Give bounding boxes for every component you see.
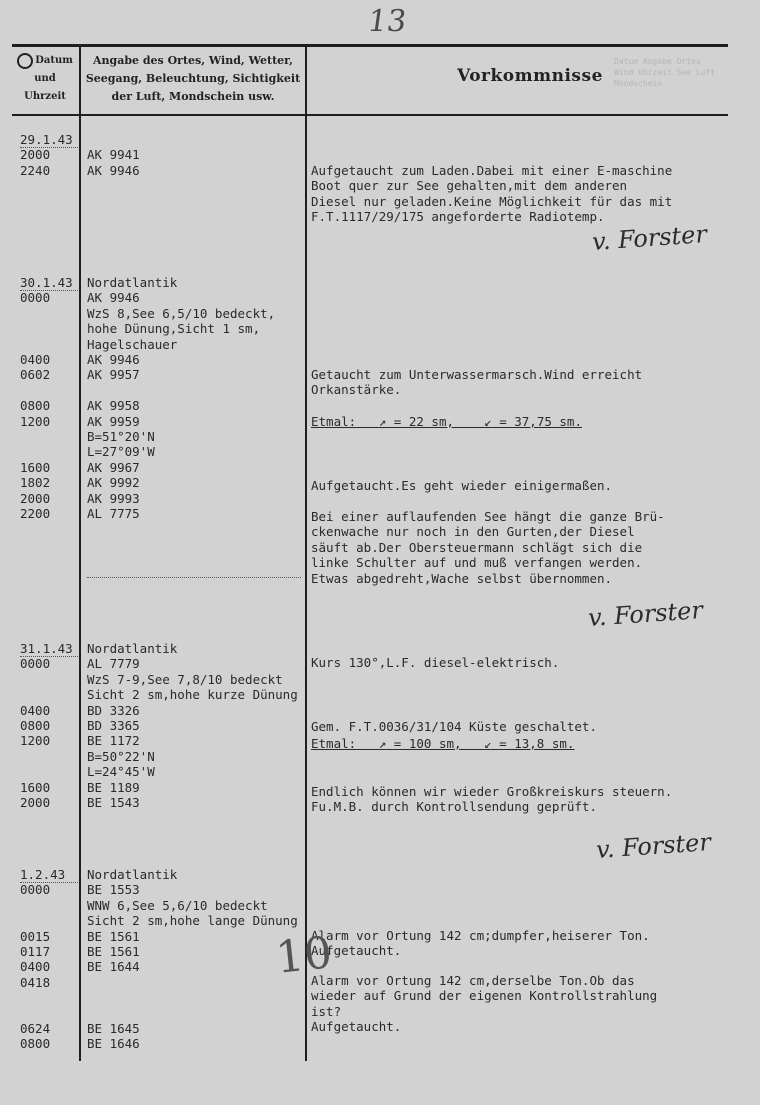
pencil-mark: 10 bbox=[273, 927, 335, 984]
arrow-up-icon: ↗ bbox=[378, 736, 387, 751]
entry-4-events-b: Alarm vor Ortung 142 cm,derselbe Ton.Ob das wieder auf Grund der eigenen Kontrollstrahlung ist? Aufgetaucht. bbox=[311, 973, 658, 1035]
entry-1-signature: v. Forster bbox=[591, 220, 708, 256]
bleed-through-text: Datum Angabe Ortes Wind Uhrzeit See Luft Mondschein bbox=[614, 57, 716, 88]
entry-4-times: 1.2.43 0000 0015 0117 0400 0418 0624 0800 bbox=[20, 867, 66, 1052]
header-place-column: Angabe des Ortes, Wind, Wetter, Seegang, Beleuchtung, Sichtigkeit der Luft, Mondschein usw. bbox=[85, 54, 301, 103]
place-column-divider bbox=[305, 46, 307, 1061]
entry-3-signature: v. Forster bbox=[595, 828, 712, 864]
entry-2-events-c: Bei einer auflaufenden See hängt die ganze Brü- ckenwache nur noch in den Gurten,der Diesel säuft ab.Der Obersteuermann schlägt sich die linke Schulter auf und muß verfangen werden. Etwas abgedreht,Wache selbst übernommen. bbox=[311, 509, 665, 586]
header-top-rule bbox=[12, 44, 728, 47]
entry-2-places: Nordatlantik AK 9946 WzS 8,See 6,5/10 bedeckt, hohe Dünung,Sicht 1 sm, Hagelschauer AK 9946 AK 9957 AK 9958 AK 9959 B=51°20'N L=27°09'W AK 9967 AK 9992 AK 9993 AL 7775 bbox=[87, 275, 276, 522]
entry-2-times: 30.1.43 0000 0400 0602 0800 1200 1600 1802 2000 2200 bbox=[20, 275, 73, 522]
arrow-down-icon: ↙ bbox=[484, 414, 492, 429]
arrow-up-icon: ↗ bbox=[378, 414, 387, 429]
entry-2-place-rule bbox=[87, 577, 301, 579]
header-bottom-rule bbox=[12, 114, 728, 116]
header-date-column: Datum und Uhrzeit bbox=[12, 52, 78, 106]
entry-3-events-b: Gem. F.T.0036/31/104 Küste geschaltet. bbox=[311, 719, 597, 734]
entry-1-events: Aufgetaucht zum Laden.Dabei mit einer E-maschine Boot quer zur See gehalten,mit dem anderen Diesel nur geladen.Keine Möglichkeit für das mit F.T.1117/29/175 angeforderte Radiotemp. bbox=[311, 163, 673, 225]
circle-icon bbox=[17, 53, 33, 69]
entry-1-places: AK 9941 AK 9946 bbox=[87, 147, 140, 178]
entry-3-places: Nordatlantik AL 7779 WzS 7-9,See 7,8/10 bedeckt Sicht 2 sm,hohe kurze Dünung BD 3326 BD 3365 BE 1172 B=50°22'N L=24°45'W BE 1189 BE 1543 bbox=[87, 641, 298, 811]
entry-4-date-rule bbox=[20, 882, 78, 884]
entry-2-date-rule bbox=[20, 290, 78, 292]
page-number: 13 bbox=[365, 4, 409, 39]
entry-1-date-rule bbox=[20, 147, 78, 149]
entry-3-times: 31.1.43 0000 0400 0800 1200 1600 2000 bbox=[20, 641, 73, 811]
entry-3-date-rule bbox=[20, 656, 78, 658]
entry-2-etmal-line: Etmal: ↗ = 22 sm, ↙ = 37,75 sm. bbox=[311, 414, 582, 429]
date-column-divider bbox=[79, 46, 81, 1061]
arrow-down-icon: ↙ bbox=[484, 736, 492, 751]
entry-2-events-a: Getaucht zum Unterwassermarsch.Wind erreicht Orkanstärke. bbox=[311, 367, 643, 398]
entry-1-times: 29.1.43 2000 2240 bbox=[20, 132, 73, 178]
entry-4-places: Nordatlantik BE 1553 WNW 6,See 5,6/10 bedeckt Sicht 2 sm,hohe lange Dünung BE 1561 BE 1561 BE 1644 BE 1645 BE 1646 bbox=[87, 867, 298, 1052]
entry-3-events-a: Kurs 130°,L.F. diesel-elektrisch. bbox=[311, 655, 560, 670]
entry-3-events-c: Endlich können wir wieder Großkreiskurs steuern. Fu.M.B. durch Kontrollsendung geprüft. bbox=[311, 784, 673, 815]
entry-3-etmal-line: Etmal: ↗ = 100 sm, ↙ = 13,8 sm. bbox=[311, 736, 575, 751]
entry-2-signature: v. Forster bbox=[587, 596, 704, 632]
entry-4-events-a: Alarm vor Ortung 142 cm;dumpfer,heiserer Ton. Aufgetaucht. bbox=[311, 928, 650, 959]
header-events-column: Vorkommnisse bbox=[457, 66, 603, 86]
entry-2-events-b: Aufgetaucht.Es geht wieder einigermaßen. bbox=[311, 478, 613, 493]
